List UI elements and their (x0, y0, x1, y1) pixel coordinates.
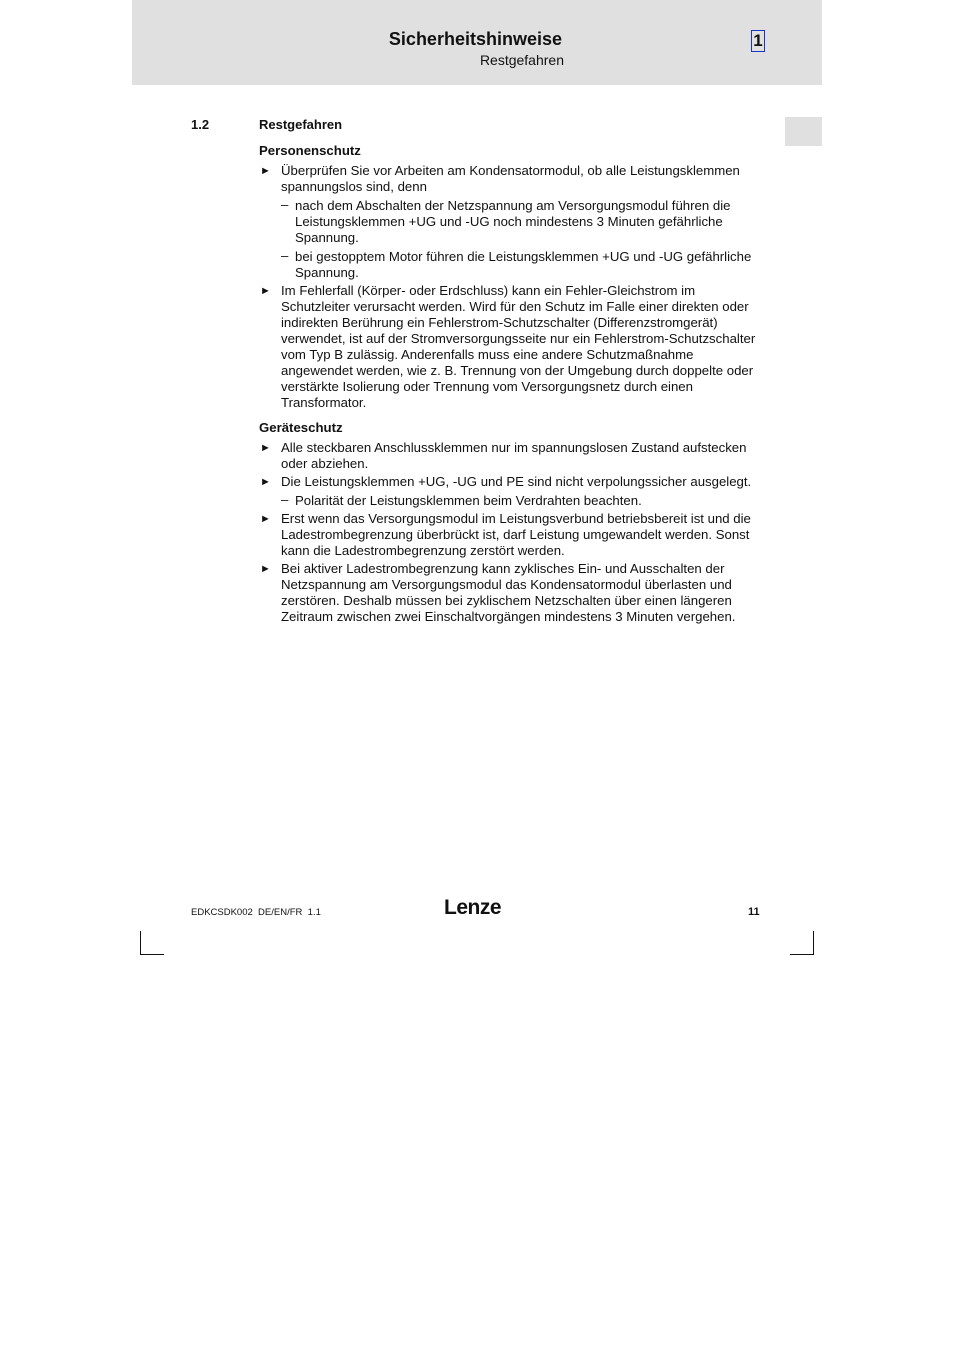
list-item (259, 474, 764, 490)
sub-list-item (259, 493, 764, 509)
section-number: 1.2 (191, 117, 210, 132)
bullet-arrow-icon: ► (260, 513, 271, 525)
list-item-text: Erst wenn das Versorgungsmodul im Leistungsverbund betriebsbereit ist und die Ladestrombegrenzung überbrückt ist, darf Leistung umgewandelt werden. Sonst kann die Ladestrombegrenzung zerstört werden. (281, 511, 751, 558)
dash-icon: – (281, 492, 289, 507)
list-item-text: Die Leistungsklemmen +UG, -UG und PE sind nicht verpolungssicher ausgelegt. (281, 474, 752, 489)
list-item-text: Überprüfen Sie vor Arbeiten am Kondensatormodul, ob alle Leistungsklemmen spannungslos sind, denn (281, 163, 740, 194)
list-item (259, 511, 764, 559)
sub-list-item (259, 198, 764, 246)
list-item (259, 163, 764, 195)
document-id: EDKCSDK002 DE/EN/FR 1.1 (191, 907, 321, 918)
bullet-arrow-icon: ► (260, 165, 271, 177)
bullet-arrow-icon: ► (260, 476, 271, 488)
subheading-geraeteschutz: Geräteschutz (259, 420, 343, 435)
header-band (132, 0, 822, 85)
subheading-personenschutz: Personenschutz (259, 143, 361, 158)
chapter-number-link[interactable]: 1 (751, 30, 765, 52)
sub-list-item-text: bei gestopptem Motor führen die Leistungsklemmen +UG und -UG gefährliche Spannung. (295, 249, 752, 280)
sub-list-item-text: nach dem Abschalten der Netzspannung am Versorgungsmodul führen die Leistungsklemmen +UG und -UG noch mindestens 3 Minuten gefährliche Spannung. (295, 198, 731, 245)
main-content (259, 143, 764, 627)
lenze-logo: Lenze (444, 896, 502, 919)
section-title: Restgefahren (259, 117, 343, 132)
list-item (259, 561, 764, 625)
list-item-text: Bei aktiver Ladestrombegrenzung kann zyklisches Ein- und Ausschalten der Netzspannung am Versorgungsmodul das Kondensatormodul überlasten und zerstören. Deshalb müssen bei zyklischem Netzschalten über einen längeren Zeitraum zwischen zwei Einschaltvorgängen mindestens 3 Minuten vergehen. (281, 561, 736, 624)
crop-mark-right-horizontal (790, 954, 814, 955)
page-number: 11 (748, 906, 760, 918)
bullet-arrow-icon: ► (260, 563, 271, 575)
chapter-title: Sicherheitshinweise (388, 29, 562, 49)
list-item (259, 440, 764, 472)
list-item-text: Alle steckbaren Anschlussklemmen nur im spannungslosen Zustand aufstecken oder abziehen. (281, 440, 747, 471)
list-item-text: Im Fehlerfall (Körper- oder Erdschluss) kann ein Fehler-Gleichstrom im Schutzleiter verursacht werden. Wird für den Schutz im Falle einer direkten oder indirekten Berührung ein Fehlerstrom-Schutzschalter (Differenzstromgerät) verwendet, ist auf der Stromversorgungsseite nur ein Fehlerstrom-Schutzschalter vom Typ B zulässig. Anderenfalls muss eine andere Schutzmaßnahme angewendet werden, wie z. B. Trennung von der Umgebung durch doppelte oder verstärkte Isolierung oder Trennung vom Versorgungsnetz durch einen Transformator. (281, 283, 756, 410)
crop-mark-left-vertical (140, 931, 141, 955)
list-item (259, 283, 764, 411)
side-tab-marker (785, 117, 822, 146)
bullet-arrow-icon: ► (260, 442, 271, 454)
sub-list-item-text: Polarität der Leistungsklemmen beim Verdrahten beachten. (295, 493, 642, 508)
dash-icon: – (281, 248, 289, 263)
crop-mark-left-horizontal (140, 954, 164, 955)
sub-list-item (259, 249, 764, 281)
bullet-arrow-icon: ► (260, 285, 271, 297)
dash-icon: – (281, 197, 289, 212)
chapter-subtitle: Restgefahren (479, 52, 564, 68)
crop-mark-right-vertical (813, 931, 814, 955)
